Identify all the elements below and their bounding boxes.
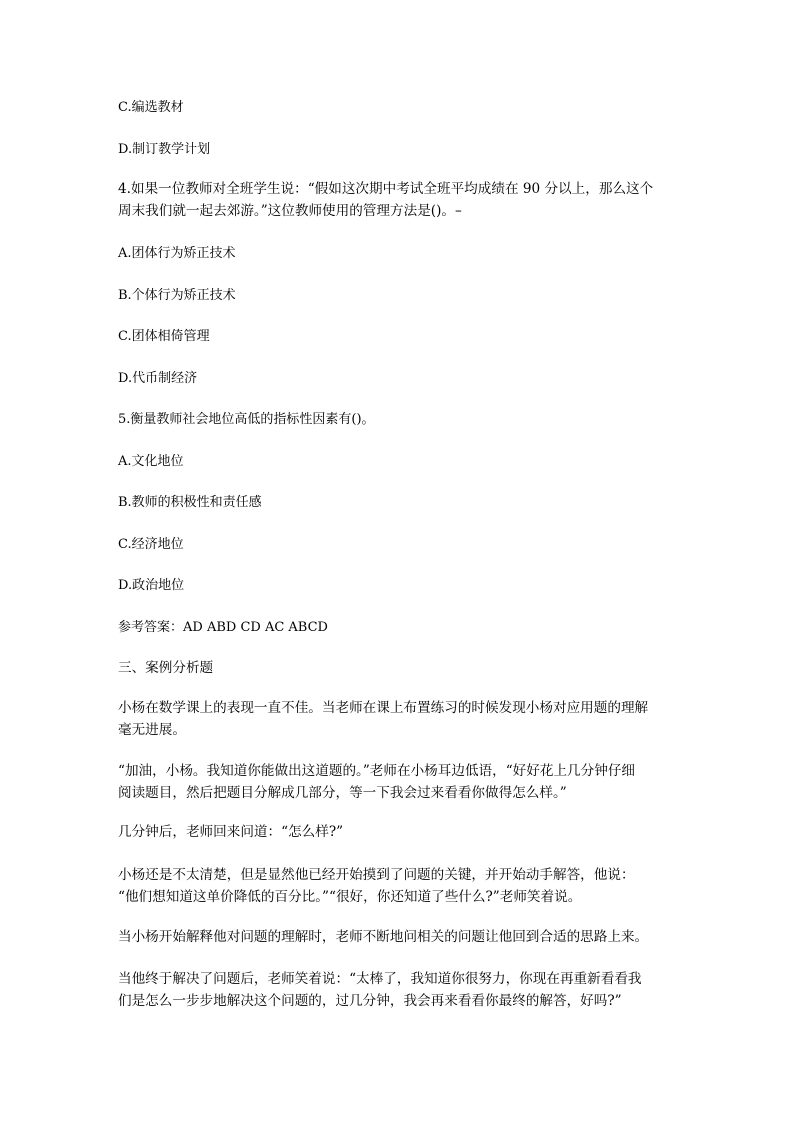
question-4-stem bbox=[118, 178, 678, 222]
section-title: 三、案例分析题 bbox=[118, 660, 214, 676]
case-paragraph-1-line-2: 毫无进展。 bbox=[118, 722, 186, 738]
case-paragraph-2-line-2: 阅读题目，然后把题目分解成几部分，等一下我会过来看看你做得怎么样。” bbox=[118, 785, 567, 801]
q4-option-c: C.团体相倚管理 bbox=[118, 329, 210, 344]
case-paragraph-1-line-1: 小杨在数学课上的表现一直不佳。当老师在课上布置练习的时候发现小杨对应用题的理解 bbox=[118, 700, 649, 716]
q5-option-a: A.文化地位 bbox=[118, 454, 184, 469]
case-paragraph-6-line-1: 当他终于解决了问题后，老师笑着说：“太棒了，我知道你很努力，你现在再重新看看我 bbox=[118, 971, 642, 987]
case-paragraph-5: 当小杨开始解释他对问题的理解时，老师不断地问相关的问题让他回到合适的思路上来。 bbox=[118, 929, 649, 945]
case-paragraph-4-line-1: 小杨还是不太清楚，但是显然他已经开始摸到了问题的关键，并开始动手解答，他说： bbox=[118, 867, 635, 883]
q4-option-a: A.团体行为矫正技术 bbox=[118, 246, 236, 261]
case-paragraph-6 bbox=[118, 968, 678, 1012]
question-4-line-2: 周末我们就一起去郊游。”这位教师使用的管理方法是()。– bbox=[118, 203, 462, 219]
q5-option-c: C.经济地位 bbox=[118, 537, 184, 552]
question-4-line-1: 4.如果一位教师对全班学生说：“假如这次期中考试全班平均成绩在 90 分以上，那么这个 bbox=[118, 181, 654, 197]
case-paragraph-3: 几分钟后，老师回来问道：“怎么样?” bbox=[118, 824, 344, 840]
q4-option-d: D.代币制经济 bbox=[118, 371, 198, 386]
case-paragraph-4 bbox=[118, 864, 678, 908]
q5-option-b: B.教师的积极性和责任感 bbox=[118, 495, 262, 510]
case-paragraph-2 bbox=[118, 760, 678, 804]
option-c-compile-materials: C.编选教材 bbox=[118, 100, 184, 115]
case-paragraph-6-line-2: 们是怎么一步步地解决这个问题的，过几分钟，我会再来看看你最终的解答，好吗?” bbox=[118, 993, 622, 1009]
q5-option-d: D.政治地位 bbox=[118, 578, 185, 593]
q4-option-b: B.个体行为矫正技术 bbox=[118, 288, 236, 303]
case-paragraph-1 bbox=[118, 697, 678, 741]
option-d-teaching-plan: D.制订教学计划 bbox=[118, 142, 211, 157]
reference-answer: 参考答案：AD ABD CD AC ABCD bbox=[118, 620, 328, 635]
case-paragraph-4-line-2: “他们想知道这单价降低的百分比。”“很好，你还知道了些什么?”老师笑着说。 bbox=[118, 889, 582, 905]
question-5-stem: 5.衡量教师社会地位高低的指标性因素有()。 bbox=[118, 412, 375, 427]
case-paragraph-2-line-1: “加油，小杨。我知道你能做出这道题的。”老师在小杨耳边低语，“好好花上几分钟仔细 bbox=[118, 763, 636, 779]
